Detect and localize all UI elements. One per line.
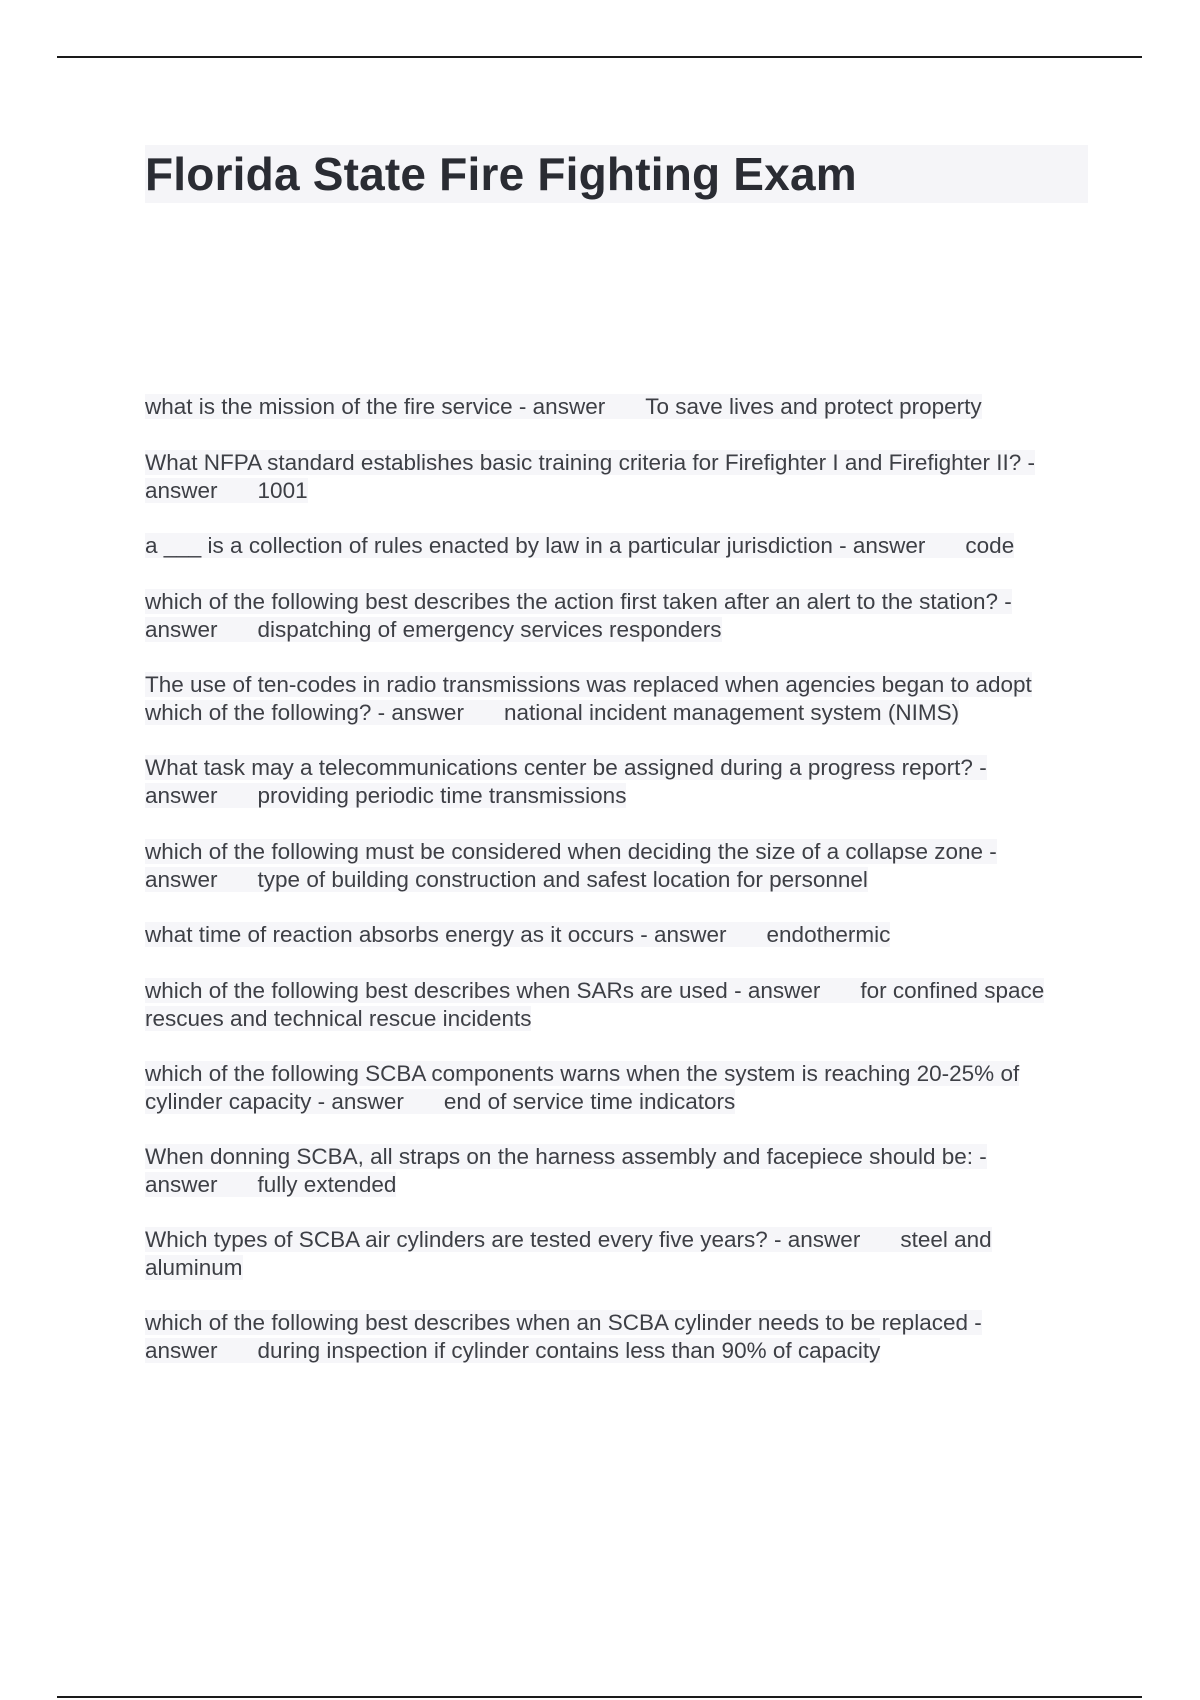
question-text: What task may a telecommunications center be assigned during a progress report? (145, 755, 973, 780)
answer-marker: - answer (839, 533, 926, 558)
qa-item (145, 1226, 1090, 1282)
question-text: which of the following must be considered when deciding the size of a collapse zone (145, 839, 984, 864)
answer-marker: - answer (145, 1310, 982, 1363)
qa-text (145, 1227, 992, 1280)
answer-marker: - answer (145, 1144, 987, 1197)
question-text: which of the following best describes the action first taken after an alert to the station? (145, 589, 998, 614)
qa-text (145, 1144, 987, 1197)
answer-text: end of service time indicators (443, 1089, 736, 1114)
qa-item (145, 921, 1090, 949)
qa-text (145, 533, 1014, 558)
qa-text (145, 672, 1032, 725)
answer-text: steel and aluminum (145, 1227, 992, 1280)
answer-marker: - answer (145, 589, 1012, 642)
answer-text: dispatching of emergency services responders (257, 617, 722, 642)
answer-marker: - answer (640, 922, 727, 947)
answer-marker: - answer (518, 394, 606, 419)
answer-text: for confined space rescues and technical rescue incidents (145, 978, 1045, 1031)
qa-text (145, 1310, 982, 1363)
answer-text: national incident management system (NIMS) (503, 700, 960, 725)
question-text: What NFPA standard establishes basic training criteria for Firefighter I and Firefighter II? (145, 450, 1022, 475)
qa-item (145, 1309, 1090, 1365)
answer-text: during inspection if cylinder contains less than 90% of capacity (257, 1338, 881, 1363)
qa-text (145, 978, 1044, 1031)
top-rule (57, 56, 1142, 58)
question-text: When donning SCBA, all straps on the harness assembly and facepiece should be: (145, 1144, 973, 1169)
answer-marker: - answer (734, 978, 821, 1003)
answer-text: providing periodic time transmissions (257, 783, 627, 808)
answer-marker: - answer (145, 755, 987, 808)
qa-text (145, 839, 997, 892)
answer-text: fully extended (257, 1172, 397, 1197)
qa-item (145, 1060, 1090, 1116)
question-text: which of the following best describes when an SCBA cylinder needs to be replaced (145, 1310, 968, 1335)
qa-text (145, 1061, 1019, 1114)
qa-item (145, 588, 1090, 644)
answer-text: To save lives and protect property (645, 394, 982, 419)
qa-item (145, 393, 1090, 421)
qa-item (145, 977, 1090, 1033)
question-text: which of the following SCBA components warns when the system is reaching 20-25% of cylinder capacity (145, 1061, 1020, 1114)
question-text: what is the mission of the fire service (145, 394, 513, 419)
qa-item (145, 838, 1090, 894)
answer-text: type of building construction and safest location for personnel (257, 867, 868, 892)
qa-text (145, 394, 982, 419)
answer-marker: - answer (774, 1227, 861, 1252)
qa-text (145, 755, 987, 808)
page-title: Florida State Fire Fighting Exam (145, 148, 857, 200)
answer-marker: - answer (377, 700, 464, 725)
qa-item (145, 532, 1090, 560)
answer-text: endothermic (766, 922, 891, 947)
bottom-rule (57, 1696, 1142, 1698)
question-text: a ___ is a collection of rules enacted by law in a particular jurisdiction (145, 533, 833, 558)
answer-marker: - answer (145, 839, 997, 892)
question-text: which of the following best describes when SARs are used (145, 978, 728, 1003)
qa-item (145, 449, 1090, 505)
qa-text (145, 589, 1012, 642)
qa-item (145, 671, 1090, 727)
qa-text (145, 450, 1035, 503)
qa-item (145, 754, 1090, 810)
answer-text: 1001 (257, 478, 308, 503)
question-text: The use of ten-codes in radio transmissions was replaced when agencies began to adopt which of the following? (145, 672, 1032, 725)
question-text: Which types of SCBA air cylinders are tested every five years? (145, 1227, 768, 1252)
answer-marker: - answer (145, 450, 1035, 503)
qa-item (145, 1143, 1090, 1199)
answer-text: code (965, 533, 1015, 558)
qa-text (145, 922, 890, 947)
question-text: what time of reaction absorbs energy as it occurs (145, 922, 634, 947)
answer-marker: - answer (317, 1089, 404, 1114)
